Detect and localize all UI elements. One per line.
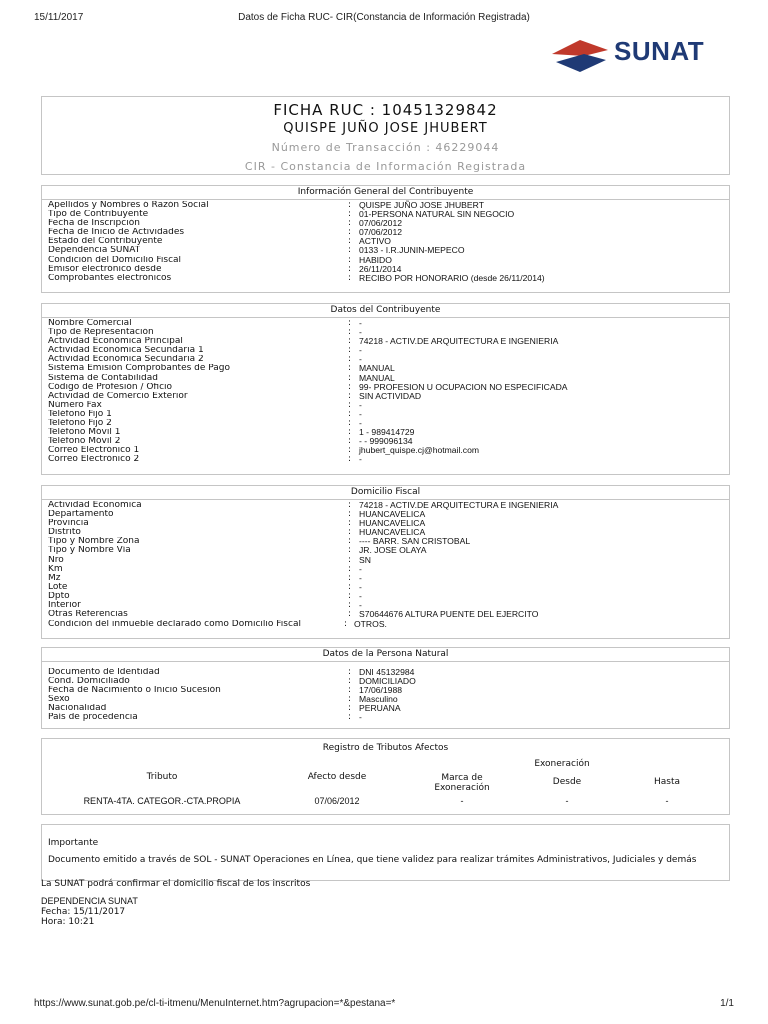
field-label: Tipo y Nombre Zona: [48, 537, 140, 547]
field-value: HABIDO: [359, 254, 392, 265]
separator: :: [348, 703, 352, 714]
page-url: https://www.sunat.gob.pe/cl-ti-itmenu/MenuInternet.htm?agrupacion=*&pestana=*: [34, 998, 396, 1009]
section-title: Registro de Tributos Afectos: [322, 743, 449, 753]
field-label: Número Fax: [48, 400, 102, 410]
field-label: Nro: [48, 555, 64, 565]
dependency-label: DEPENDENCIA SUNAT: [41, 896, 138, 906]
field-label: Actividad Economica: [48, 501, 142, 510]
field-value: -: [359, 418, 362, 429]
field-row: [48, 446, 723, 455]
field-label: Dependencia SUNAT: [48, 246, 141, 256]
separator: :: [348, 445, 352, 456]
field-label: Sistema de Contabilidad: [48, 373, 158, 383]
separator: :: [348, 509, 352, 520]
field-label: Lote: [48, 582, 68, 592]
field-value: DOMICILIADO: [359, 676, 416, 687]
field-row: [48, 319, 723, 328]
cell-hasta: -: [665, 796, 669, 806]
field-value: Masculino: [359, 694, 398, 705]
section-tributos: [41, 738, 730, 815]
separator: :: [348, 581, 352, 592]
separator: :: [348, 563, 352, 574]
field-label: Tipo de Contribuyente: [48, 210, 149, 220]
field-label: Apellidos y Nombres ó Razón Social: [48, 201, 209, 210]
field-value: 0133 - I.R.JUNIN-MEPECO: [359, 245, 465, 256]
field-label: Tipo y Nombre Vía: [48, 546, 131, 556]
section-title: Domicilio Fiscal: [42, 486, 729, 500]
field-row: [48, 610, 723, 619]
separator: :: [348, 427, 352, 438]
field-value: -: [359, 454, 362, 465]
cell-afecto: 07/06/2012: [314, 796, 360, 806]
field-label: Otras Referencias: [48, 610, 128, 620]
separator: :: [348, 667, 352, 677]
cell-tributo: RENTA-4TA. CATEGOR.-CTA.PROPIA: [83, 796, 241, 806]
contribuyente-name: QUISPE JUÑO JOSE JHUBERT: [283, 121, 488, 136]
separator: :: [348, 554, 352, 565]
print-fecha: Fecha: 15/11/2017: [41, 907, 126, 917]
section-domicilio: [41, 485, 730, 639]
field-row: [48, 455, 723, 464]
field-value: ACTIVO: [359, 236, 391, 247]
separator: :: [348, 354, 352, 365]
field-value: JR. JOSE OLAYA: [359, 545, 427, 556]
field-label: Condición del inmueble declarado como Domicilio Fiscal: [48, 620, 301, 630]
field-value: -: [359, 345, 362, 356]
field-row: [48, 401, 723, 410]
separator: :: [348, 454, 352, 465]
separator: :: [344, 619, 348, 630]
field-row: [48, 346, 723, 355]
separator: :: [348, 600, 352, 611]
field-label: País de procedencia: [48, 713, 138, 723]
section-contribuyente: [41, 303, 730, 475]
separator: :: [348, 381, 352, 392]
header-tributo: Tributo: [146, 772, 178, 782]
field-value: - - 999096134: [359, 436, 413, 447]
field-label: Correo Electrónico 2: [48, 455, 140, 465]
field-value: -: [359, 327, 362, 338]
field-label: Comprobantes electrónicos: [48, 273, 172, 283]
field-value: -: [359, 572, 362, 583]
separator: :: [348, 545, 352, 556]
field-value: 74218 - ACTIV.DE ARQUITECTURA E INGENIERIA: [359, 336, 559, 347]
field-label: Documento de Identidad: [48, 668, 160, 677]
field-label: Actividad de Comercio Exterior: [48, 391, 188, 401]
field-row: [48, 704, 723, 713]
section-persona: [41, 647, 730, 729]
field-label: Condición del Domicilio Fiscal: [48, 255, 182, 265]
separator: :: [348, 345, 352, 356]
separator: :: [348, 254, 352, 265]
field-value: MANUAL: [359, 372, 395, 383]
condicion-row: [48, 620, 723, 629]
field-label: Actividad Económica Principal: [48, 337, 183, 347]
field-value: -: [359, 354, 362, 365]
field-label: Nombre Comercial: [48, 319, 132, 328]
field-label: Provincia: [48, 519, 89, 529]
section-title: Información General del Contribuyente: [42, 186, 729, 200]
ficha-header: [41, 96, 730, 175]
field-row: [48, 565, 723, 574]
separator: :: [348, 363, 352, 374]
field-value: OTROS.: [354, 619, 387, 630]
ficha-ruc: FICHA RUC : 10451329842: [273, 101, 498, 119]
field-value: HUANCAVELICA: [359, 518, 426, 529]
field-value: -: [359, 408, 362, 419]
header-hasta: Hasta: [653, 777, 680, 787]
field-label: Fecha de Inscripción: [48, 219, 140, 229]
field-row: [48, 337, 723, 346]
field-value: SN: [359, 554, 371, 565]
separator: :: [348, 685, 352, 696]
separator: :: [348, 218, 352, 229]
field-value: 07/06/2012: [359, 218, 403, 229]
cell-desde: -: [565, 796, 569, 806]
field-label: Fecha de Inicio de Actividades: [48, 228, 185, 238]
separator: :: [348, 418, 352, 429]
field-value: MANUAL: [359, 363, 395, 374]
section-importante: [41, 824, 730, 881]
field-value: PERUANA: [359, 703, 401, 714]
field-value: 1 - 989414729: [359, 427, 415, 438]
field-label: Departamento: [48, 510, 114, 520]
field-value: -: [359, 563, 362, 574]
field-label: Emisor electrónico desde: [48, 264, 162, 274]
separator: :: [348, 500, 352, 510]
field-value: -: [359, 318, 362, 328]
field-value: HUANCAVELICA: [359, 509, 426, 520]
field-label: Distrito: [48, 528, 81, 538]
field-label: Teléfono Fijo 2: [48, 419, 112, 429]
field-label: Mz: [48, 573, 61, 583]
field-value: 01-PERSONA NATURAL SIN NEGOCIO: [359, 209, 515, 220]
section-title: Datos del Contribuyente: [42, 304, 729, 318]
field-row: [48, 410, 723, 419]
field-label: Teléfono Fijo 1: [48, 409, 112, 419]
section-general: [41, 185, 730, 293]
separator: :: [348, 572, 352, 583]
field-row: [48, 574, 723, 583]
field-row: [48, 592, 723, 601]
field-label: Sexo: [48, 695, 70, 705]
separator: :: [348, 694, 352, 705]
separator: :: [348, 245, 352, 256]
separator: :: [348, 336, 352, 347]
field-value: DNI 45132984: [359, 667, 415, 677]
field-label: Cond. Domiciliado: [48, 677, 130, 687]
cell-marca: -: [460, 796, 464, 806]
field-value: HUANCAVELICA: [359, 527, 426, 538]
print-title: Datos de Ficha RUC- CIR(Constancia de Información Registrada): [238, 12, 530, 23]
field-label: Interior: [48, 601, 81, 611]
page-number: 1/1: [720, 998, 734, 1009]
separator: :: [348, 372, 352, 383]
field-value: QUISPE JUÑO JOSE JHUBERT: [359, 200, 484, 210]
importante-title: Importante: [48, 838, 99, 848]
separator: :: [348, 590, 352, 601]
header-marca: Marca de Exoneración: [434, 773, 490, 793]
header-desde: Desde: [552, 777, 582, 787]
separator: :: [348, 236, 352, 247]
field-value: SIN ACTIVIDAD: [359, 390, 422, 401]
separator: :: [348, 263, 352, 274]
field-value: -: [359, 600, 362, 611]
field-value: -: [359, 712, 362, 723]
field-value: 17/06/1988: [359, 685, 403, 696]
separator: :: [348, 399, 352, 410]
field-label: Actividad Económica Secundaria 2: [48, 355, 204, 365]
separator: :: [348, 200, 352, 210]
print-hora: Hora: 10:21: [41, 917, 95, 927]
header-afecto: Afecto desde: [307, 772, 367, 782]
transaction-number: Número de Transacción : 46229044: [271, 141, 500, 154]
field-label: Nacionalidad: [48, 704, 107, 714]
field-row: [48, 583, 723, 592]
separator: :: [348, 272, 352, 283]
field-row: [48, 556, 723, 565]
separator: :: [348, 436, 352, 447]
separator: :: [348, 390, 352, 401]
domicilio-note: La SUNAT podrá confirmar el domicilio fiscal de los inscritos: [41, 879, 311, 889]
header-exoneracion: Exoneración: [534, 759, 590, 769]
field-row: [48, 392, 723, 401]
logo-text: SUNAT: [614, 36, 705, 66]
separator: :: [348, 518, 352, 529]
separator: :: [348, 712, 352, 723]
field-label: Código de Profesión / Oficio: [48, 382, 173, 392]
field-row: [48, 274, 723, 283]
field-value: 74218 - ACTIV.DE ARQUITECTURA E INGENIERIA: [359, 500, 559, 510]
field-label: Sistema Emisión Comprobantes de Pago: [48, 364, 231, 374]
separator: :: [348, 227, 352, 238]
field-value: S70644676 ALTURA PUENTE DEL EJERCITO: [359, 609, 539, 620]
field-label: Tipo de Representación: [48, 328, 154, 338]
field-label: Fecha de Nacimiento o Inicio Sucesión: [48, 686, 221, 696]
field-value: 99- PROFESION U OCUPACION NO ESPECIFICADA: [359, 381, 568, 392]
field-row: [48, 546, 723, 555]
field-label: Estado del Contribuyente: [48, 237, 163, 247]
document-type: CIR - Constancia de Información Registrada: [244, 160, 527, 173]
field-label: Actividad Económica Secundaria 1: [48, 346, 204, 356]
field-value: -: [359, 399, 362, 410]
field-value: 07/06/2012: [359, 227, 403, 238]
field-value: -: [359, 590, 362, 601]
sunat-swoosh-icon: [550, 34, 612, 78]
field-value: jhubert_quispe.cj@hotmail.com: [359, 445, 480, 456]
section-title: Datos de la Persona Natural: [42, 648, 729, 662]
field-value: RECIBO POR HONORARIO (desde 26/11/2014): [359, 272, 545, 283]
field-label: Km: [48, 564, 63, 574]
field-row: [48, 713, 723, 722]
separator: :: [348, 327, 352, 338]
field-value: 26/11/2014: [359, 263, 402, 274]
separator: :: [348, 408, 352, 419]
separator: :: [348, 527, 352, 538]
field-value: -: [359, 581, 362, 592]
sunat-logo: [550, 34, 730, 78]
separator: :: [348, 536, 352, 547]
separator: :: [348, 209, 352, 220]
separator: :: [348, 318, 352, 328]
separator: :: [348, 609, 352, 620]
field-label: Teléfono Móvil 2: [48, 437, 121, 447]
print-date: 15/11/2017: [34, 12, 84, 23]
importante-message: Documento emitido a través de SOL - SUNAT Operaciones en Línea, que tiene validez para realizar trámites Administrativos, Judiciales y demás: [48, 855, 697, 865]
field-label: Dpto: [48, 591, 70, 601]
field-label: Correo Electrónico 1: [48, 446, 140, 456]
field-value: ---- BARR. SAN CRISTOBAL: [359, 536, 471, 547]
field-label: Teléfono Móvil 1: [48, 428, 121, 438]
separator: :: [348, 676, 352, 687]
